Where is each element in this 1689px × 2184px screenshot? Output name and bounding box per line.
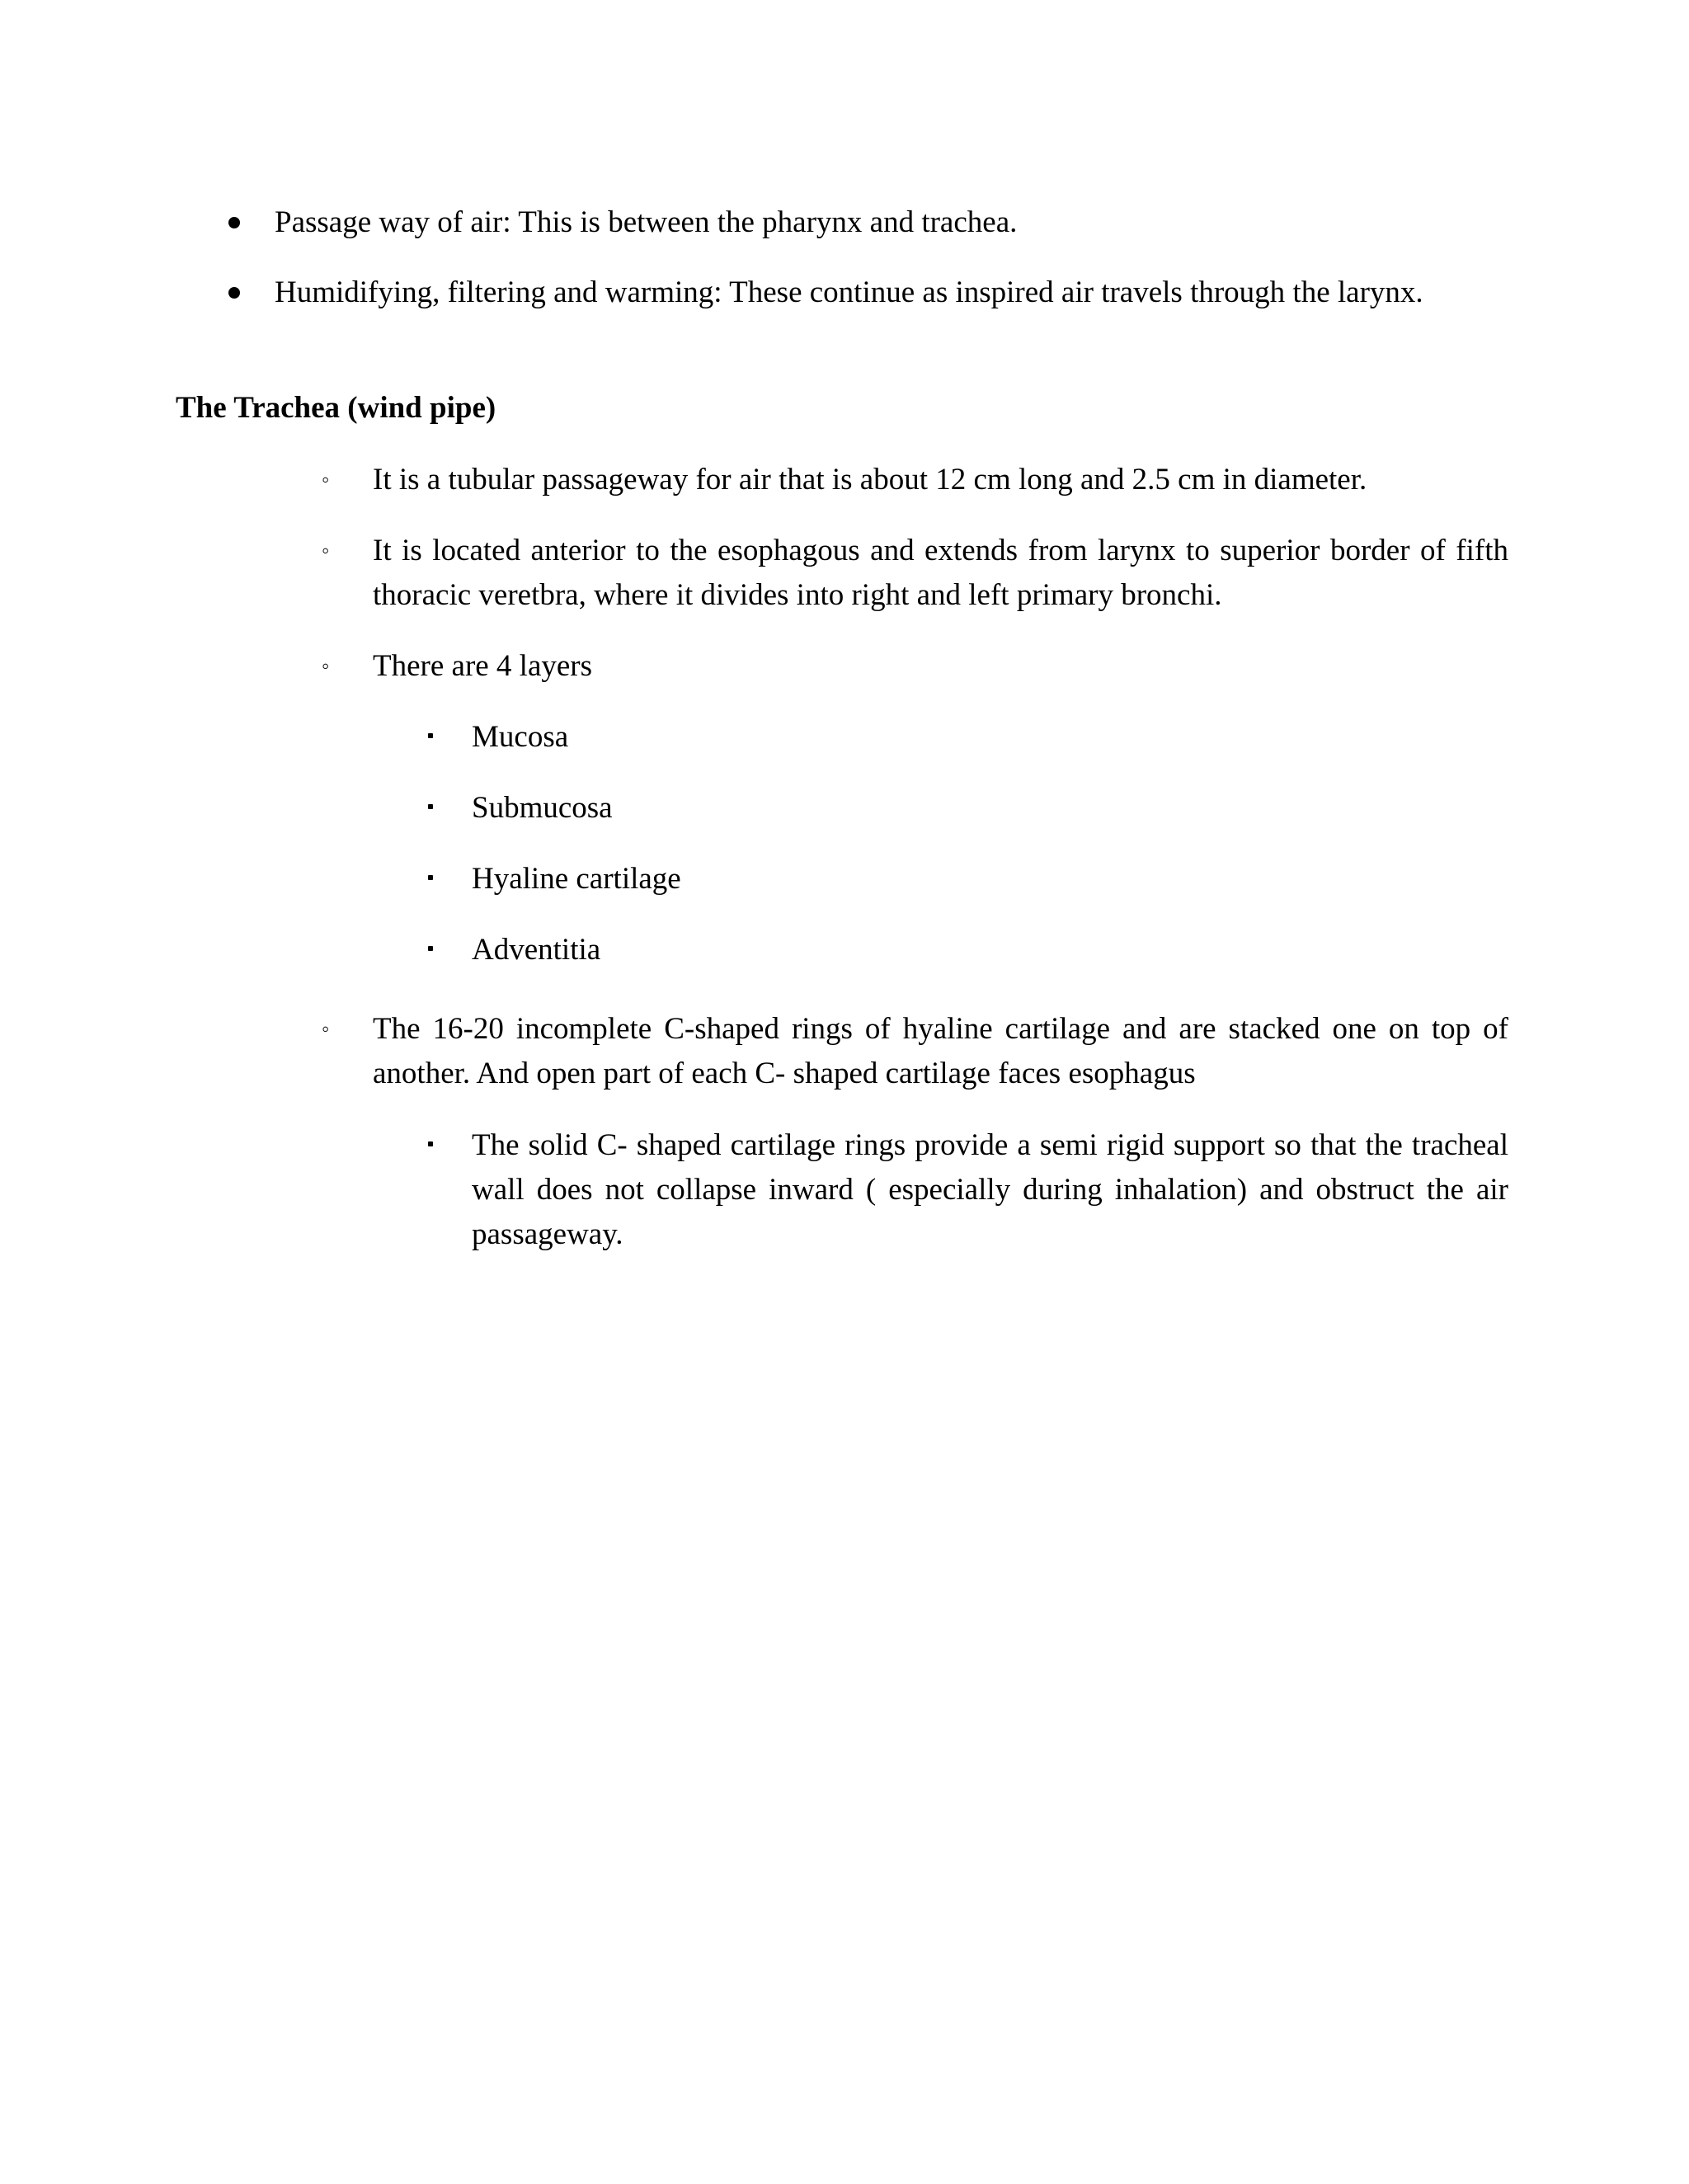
list-item (322, 1007, 1508, 1096)
small-bullet-icon (428, 875, 433, 880)
circle-bullet-icon: ◦ (322, 654, 330, 678)
list-item (472, 1123, 1508, 1257)
list-item-text: Passage way of air: This is between the pharynx and trachea. (275, 205, 1018, 239)
list-item-text: Submucosa (472, 791, 613, 825)
list-item-text: Hyaline cartilage (472, 862, 681, 896)
list-item (472, 857, 1508, 901)
list-item (472, 786, 1508, 831)
bullet-icon (228, 217, 240, 228)
list-item-text: Humidifying, filtering and warming: These continue as inspired air travels through the larynx. (275, 275, 1423, 309)
list-item-text: It is a tubular passageway for air that is about 12 cm long and 2.5 cm in diameter. (373, 463, 1367, 497)
small-bullet-icon (428, 733, 433, 738)
list-item-text: Mucosa (472, 720, 569, 754)
list-item (275, 200, 1508, 245)
circle-bullet-icon: ◦ (322, 539, 330, 562)
circle-bullet-icon: ◦ (322, 468, 330, 492)
small-bullet-icon (428, 946, 433, 951)
circle-bullet-icon: ◦ (322, 1017, 330, 1041)
list-item (472, 928, 1508, 972)
section-heading: The Trachea (wind pipe) (176, 391, 496, 425)
list-item-text: The 16-20 incomplete C-shaped rings of hyaline cartilage and are stacked one on top of another. And open part of each C- shaped cartilage faces esophagus (373, 1012, 1508, 1090)
list-item-text: It is located anterior to the esophagous and extends from larynx to superior border of fifth thoracic veretbra, where it divides into right and left primary bronchi. (373, 534, 1508, 612)
bullet-icon (228, 287, 240, 299)
small-bullet-icon (428, 1141, 433, 1146)
list-item (322, 644, 1508, 689)
list-item (275, 271, 1508, 315)
small-bullet-icon (428, 804, 433, 809)
list-item-text: The solid C- shaped cartilage rings provide a semi rigid support so that the tracheal wall does not collapse inward ( especially during inhalation) and obstruct the air passageway. (472, 1128, 1508, 1251)
list-item (472, 715, 1508, 760)
list-item (322, 529, 1508, 618)
list-item-text: There are 4 layers (373, 649, 593, 683)
list-item (322, 458, 1508, 502)
list-item-text: Adventitia (472, 933, 601, 967)
